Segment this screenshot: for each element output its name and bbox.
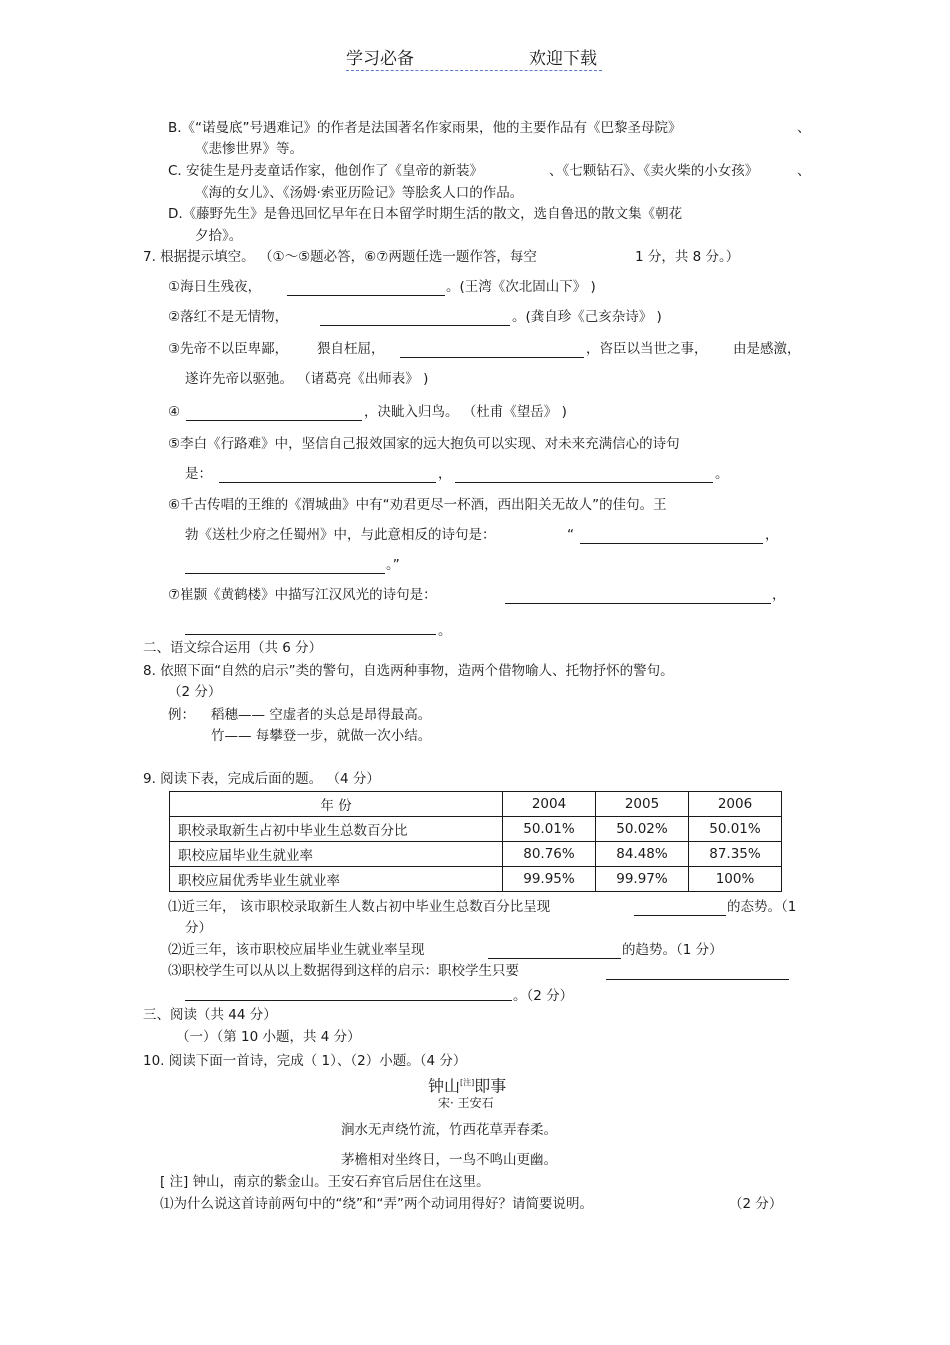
q7-item6-line1: ⑥千古传唱的王维的《渭城曲》中有“劝君更尽一杯酒，西出阳关无故人”的佳句。王 bbox=[168, 497, 667, 513]
section-3-sub1: （一）（第 10 小题，共 4 分） bbox=[176, 1029, 361, 1045]
q9-sub3-blank-1[interactable] bbox=[606, 979, 789, 980]
statistics-table bbox=[169, 791, 782, 892]
table-cell: 50.02% bbox=[596, 817, 689, 842]
q9-sub2-line: ⑵近三年，该市职校应届毕业生就业率呈现 bbox=[168, 942, 425, 958]
table-row bbox=[170, 817, 782, 842]
question-7-stem: 7. 根据提示填空。 （①～⑤题必答，⑥⑦两题任选一题作答，每空 bbox=[143, 249, 537, 265]
header-right-text: 欢迎下载 bbox=[529, 49, 597, 69]
table-header-cell: 2004 bbox=[503, 792, 596, 817]
q7-item3-part4: 由是感激， bbox=[733, 341, 801, 357]
option-d-line2: 夕拾》。 bbox=[195, 228, 243, 244]
table-cell: 职校应届毕业生就业率 bbox=[170, 842, 503, 867]
table-cell: 84.48% bbox=[596, 842, 689, 867]
q9-sub1-line1: ⑴近三年， 该市职校录取新生人数占初中毕业生总数百分比呈现 bbox=[168, 899, 551, 915]
q7-item7-blank-1[interactable] bbox=[505, 603, 771, 604]
option-c-line1-b: 、《七颗钻石》、《卖火柴的小女孩》 bbox=[549, 163, 759, 179]
q7-item2-source: 。(龚自珍《己亥杂诗》 ) bbox=[512, 309, 662, 325]
table-header-cell: 2005 bbox=[596, 792, 689, 817]
question-8-points: （2 分） bbox=[168, 684, 222, 700]
q7-item5-line1: ⑤李白《行路难》中，坚信自己报效国家的远大抱负可以实现、对未来充满信心的诗句 bbox=[168, 436, 680, 452]
poem-title-main: 钟山 bbox=[428, 1076, 461, 1096]
q7-item1-blank[interactable] bbox=[287, 295, 445, 296]
question-9-stem: 9. 阅读下表，完成后面的题。 （4 分） bbox=[143, 771, 380, 787]
table-header-row bbox=[170, 792, 782, 817]
poem-line-1: 涧水无声绕竹流，竹西花草弄春柔。 bbox=[341, 1122, 557, 1138]
q7-item7-period: 。 bbox=[438, 623, 452, 639]
q10-sub1: ⑴为什么说这首诗前两句中的“绕”和“弄”两个动词用得好？请简要说明。 bbox=[160, 1196, 593, 1212]
q7-item1-prompt: ①海日生残夜， bbox=[168, 279, 262, 295]
q7-item6-open-quote: “ bbox=[567, 527, 574, 543]
q7-item5-comma: ， bbox=[438, 466, 452, 482]
q7-item6-close: 。” bbox=[386, 557, 400, 573]
table-cell: 87.35% bbox=[689, 842, 782, 867]
table-cell: 职校应届优秀毕业生就业率 bbox=[170, 867, 503, 892]
example-1: 稻穗—— 空虚者的头总是昂得最高。 bbox=[211, 707, 432, 723]
q7-item7-comma: ， bbox=[772, 587, 786, 603]
option-c-line2: 《海的女儿》、《汤姆·索亚历险记》等脍炙人口的作品。 bbox=[195, 185, 524, 201]
q7-item5-blank-1[interactable] bbox=[219, 482, 436, 483]
q9-sub1-blank[interactable] bbox=[634, 915, 726, 916]
section-3-title: 三、阅读（共 44 分） bbox=[143, 1007, 277, 1023]
q7-item3-part2: 猥自枉屈， bbox=[317, 341, 385, 357]
header-left-text: 学习必备 bbox=[346, 49, 414, 69]
table-header-cell: 年 份 bbox=[170, 792, 503, 817]
table-cell: 100% bbox=[689, 867, 782, 892]
example-2: 竹—— 每攀登一步，就做一次小结。 bbox=[211, 728, 432, 744]
q7-item3-part3: ，咨臣以当世之事， bbox=[586, 341, 708, 357]
q7-item3-prompt: ③先帝不以臣卑鄙， bbox=[168, 341, 289, 357]
q7-item6-line2: 勃《送杜少府之任蜀州》中，与此意相反的诗句是： bbox=[185, 527, 496, 543]
table-cell: 80.76% bbox=[503, 842, 596, 867]
poem-title-tail: 即事 bbox=[474, 1076, 507, 1096]
q10-sub1-points: （2 分） bbox=[729, 1196, 783, 1212]
poem-line-2: 茅檐相对坐终日，一鸟不鸣山更幽。 bbox=[341, 1152, 557, 1168]
question-7-points: 1 分，共 8 分。） bbox=[635, 249, 740, 265]
q7-item2-prompt: ②落红不是无情物， bbox=[168, 309, 289, 325]
table-header-cell: 2006 bbox=[689, 792, 782, 817]
table-cell: 99.97% bbox=[596, 867, 689, 892]
table-cell: 99.95% bbox=[503, 867, 596, 892]
q9-sub3-line1: ⑶职校学生可以从以上数据得到这样的启示：职校学生只要 bbox=[168, 963, 519, 979]
q7-item1-source: 。(王湾《次北固山下》 ) bbox=[446, 279, 596, 295]
q7-item5-line2-label: 是： bbox=[185, 466, 212, 482]
question-10-stem: 10. 阅读下面一首诗，完成（ 1）、（2）小题。（4 分） bbox=[143, 1053, 467, 1069]
q7-item4-blank[interactable] bbox=[186, 420, 362, 421]
q7-item7-blank-2[interactable] bbox=[185, 634, 436, 635]
example-label: 例： bbox=[168, 707, 195, 723]
poem-author: 宋· 王安石 bbox=[438, 1096, 494, 1110]
table-cell: 职校录取新生占初中毕业生总数百分比 bbox=[170, 817, 503, 842]
table-cell: 50.01% bbox=[503, 817, 596, 842]
table-row bbox=[170, 867, 782, 892]
q9-sub1-end: 的态势。（1 bbox=[727, 899, 797, 915]
option-d-line1: D.《藤野先生》是鲁迅回忆早年在日本留学时期生活的散文，选自鲁迅的散文集《朝花 bbox=[168, 206, 683, 222]
q7-item5-blank-2[interactable] bbox=[455, 482, 713, 483]
poem-title-note-marker: [注] bbox=[460, 1078, 475, 1087]
q9-sub3-blank-2[interactable] bbox=[185, 1000, 512, 1001]
q7-item3-blank[interactable] bbox=[400, 357, 584, 358]
option-b-line2: 《悲惨世界》等。 bbox=[195, 141, 303, 157]
q7-item3-line2: 遂许先帝以驱弛。 （诸葛亮《出师表》 ) bbox=[185, 371, 429, 387]
q7-item5-period: 。 bbox=[715, 466, 729, 482]
table-row bbox=[170, 842, 782, 867]
option-c-line1: C. 安徒生是丹麦童话作家，他创作了《皇帝的新装》 bbox=[168, 163, 484, 179]
q7-item4-number: ④ bbox=[168, 404, 181, 420]
question-8-stem: 8. 依照下面“自然的启示”类的警句，自选两种事物，造两个借物喻人、托物抒怀的警句。 bbox=[143, 663, 674, 679]
option-b-line1-end: 、 bbox=[797, 120, 811, 136]
q7-item2-blank[interactable] bbox=[320, 325, 510, 326]
q9-sub1-line2: 分） bbox=[185, 920, 212, 936]
q7-item6-blank-2[interactable] bbox=[185, 573, 385, 574]
q9-sub3-end: 。（2 分） bbox=[513, 988, 574, 1004]
option-c-line1-end: 、 bbox=[797, 163, 811, 179]
header-divider bbox=[346, 70, 602, 71]
section-2-title: 二、语文综合运用（共 6 分） bbox=[143, 640, 323, 656]
q7-item4-source: ，决眦入归鸟。 （杜甫《望岳》 ) bbox=[364, 404, 567, 420]
q9-sub2-blank[interactable] bbox=[488, 958, 621, 959]
q9-sub2-end: 的趋势。（1 分） bbox=[622, 942, 723, 958]
q7-item6-blank-1[interactable] bbox=[580, 543, 763, 544]
poem-title bbox=[428, 1073, 506, 1096]
table-cell: 50.01% bbox=[689, 817, 782, 842]
q7-item6-comma: ， bbox=[765, 527, 779, 543]
poem-note: [ 注] 钟山，南京的紫金山。王安石弃官后居住在这里。 bbox=[160, 1174, 490, 1190]
q7-item7-line1: ⑦崔颢《黄鹤楼》中描写江汉风光的诗句是： bbox=[168, 587, 437, 603]
option-b-line1: B.《“诺曼底”号遇难记》的作者是法国著名作家雨果，他的主要作品有《巴黎圣母院》 bbox=[168, 120, 682, 136]
